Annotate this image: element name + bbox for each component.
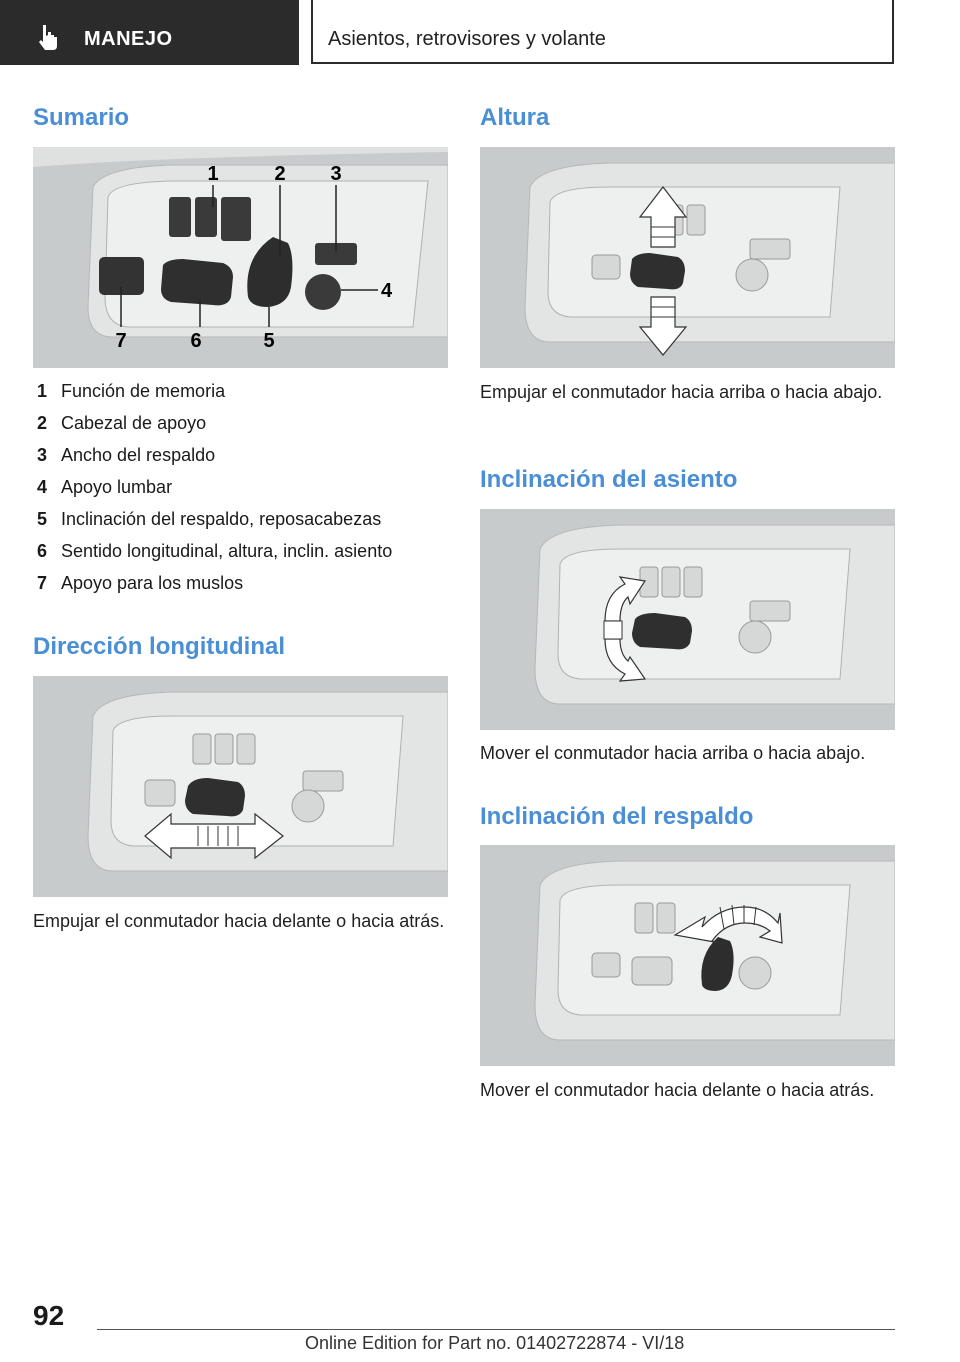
height-heading: Altura bbox=[480, 104, 550, 131]
page-number: 92 bbox=[33, 1300, 65, 1331]
seat-tilt-heading: Inclinación del asiento bbox=[480, 466, 738, 493]
height-caption: Empujar el conmutador hacia arriba o hacia abajo. bbox=[480, 382, 883, 402]
footer-divider bbox=[97, 1329, 895, 1330]
topic-header bbox=[311, 0, 894, 64]
section-tab bbox=[0, 0, 299, 65]
topic-title: Asientos, retrovisores y volante bbox=[328, 28, 606, 50]
backrest-caption: Mover el conmutador hacia delante o hacia atrás. bbox=[480, 1080, 875, 1100]
callout-4: 4 bbox=[381, 280, 393, 302]
legend-item: 3 Ancho del respaldo bbox=[36, 445, 216, 465]
callout-6: 6 bbox=[190, 330, 202, 352]
callout-1: 1 bbox=[207, 163, 219, 185]
height-figure bbox=[480, 147, 895, 368]
longitudinal-heading: Dirección longitudinal bbox=[33, 633, 286, 660]
legend-item: 5 Inclinación del respaldo, reposacabezas bbox=[36, 509, 382, 529]
summary-heading: Sumario bbox=[33, 104, 130, 131]
legend-item: 1 Función de memoria bbox=[36, 381, 226, 401]
seat-tilt-figure bbox=[480, 509, 895, 730]
legend-item: 7 Apoyo para los muslos bbox=[36, 573, 244, 593]
backrest-heading: Inclinación del respaldo bbox=[480, 803, 754, 830]
callout-3: 3 bbox=[330, 163, 342, 185]
section-label: MANEJO bbox=[84, 28, 173, 50]
legend-item: 6 Sentido longitudinal, altura, inclin. asiento bbox=[36, 541, 393, 561]
callout-7: 7 bbox=[115, 330, 127, 352]
callout-5: 5 bbox=[263, 330, 275, 352]
backrest-figure bbox=[480, 845, 895, 1066]
longitudinal-caption: Empujar el conmutador hacia delante o hacia atrás. bbox=[33, 911, 445, 931]
controls-legend bbox=[33, 377, 448, 601]
hand-pointer-icon bbox=[34, 22, 64, 52]
callout-2: 2 bbox=[274, 163, 286, 185]
longitudinal-figure bbox=[33, 676, 448, 897]
edition-note: Online Edition for Part no. 01402722874 - VI/18 bbox=[305, 1333, 685, 1353]
seat-tilt-caption: Mover el conmutador hacia arriba o hacia abajo. bbox=[480, 743, 866, 763]
legend-item: 2 Cabezal de apoyo bbox=[36, 413, 207, 433]
seat-controls-overview-figure bbox=[33, 147, 448, 368]
legend-item: 4 Apoyo lumbar bbox=[36, 477, 173, 497]
